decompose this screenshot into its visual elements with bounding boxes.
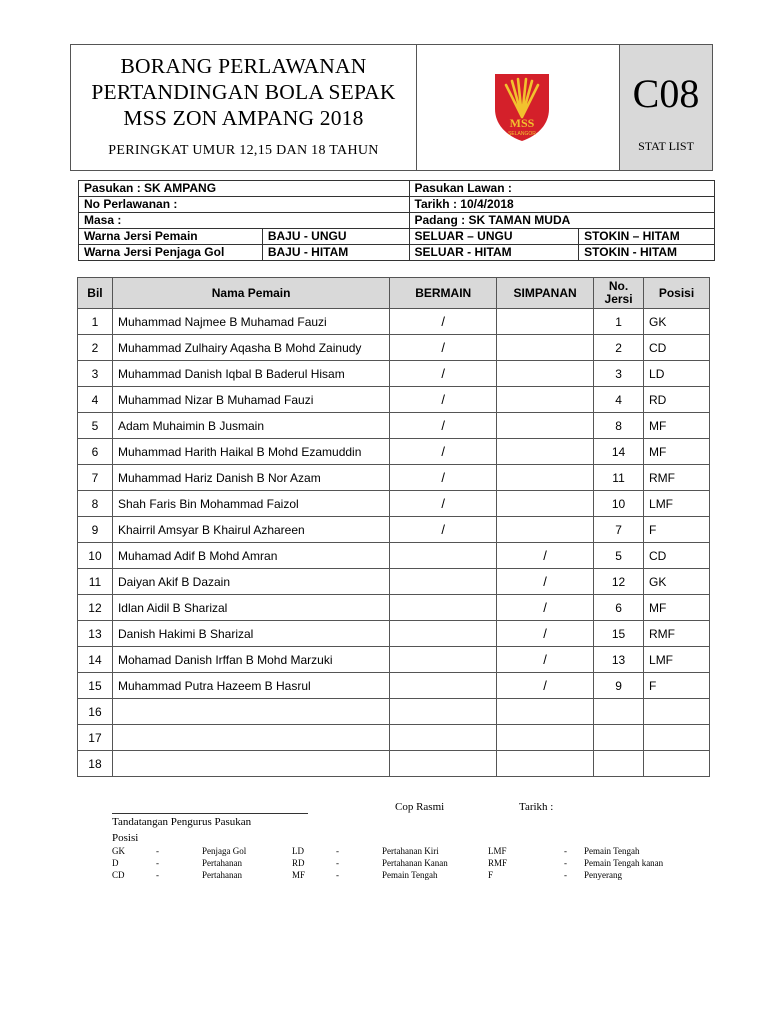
playing-mark[interactable]: /	[390, 465, 497, 491]
jersey-number[interactable]: 8	[594, 413, 644, 439]
position[interactable]: MF	[644, 439, 710, 465]
venue-field[interactable]: Padang : SK TAMAN MUDA	[409, 213, 715, 229]
legend-description: Pertahanan	[202, 870, 242, 880]
playing-mark[interactable]: /	[390, 413, 497, 439]
table-row	[78, 543, 710, 569]
row-number: 16	[78, 699, 113, 725]
position[interactable]: CD	[644, 335, 710, 361]
reserve-mark[interactable]: /	[497, 543, 594, 569]
position[interactable]: LMF	[644, 491, 710, 517]
jersey-number[interactable]	[594, 699, 644, 725]
position[interactable]: GK	[644, 309, 710, 335]
reserve-mark[interactable]: /	[497, 647, 594, 673]
position[interactable]: RMF	[644, 465, 710, 491]
playing-mark[interactable]	[390, 725, 497, 751]
row-number: 5	[78, 413, 113, 439]
reserve-mark[interactable]	[497, 699, 594, 725]
jersey-number[interactable]: 12	[594, 569, 644, 595]
row-number: 2	[78, 335, 113, 361]
reserve-mark[interactable]	[497, 387, 594, 413]
form-title-box	[70, 44, 417, 171]
legend-code: D	[112, 858, 119, 868]
form-title-line-2: PERTANDINGAN BOLA SEPAK	[91, 80, 396, 104]
row-number: 8	[78, 491, 113, 517]
header-simpanan: SIMPANAN	[497, 278, 594, 309]
table-row	[78, 335, 710, 361]
footer-date-label: Tarikh :	[519, 801, 554, 813]
playing-mark[interactable]	[390, 569, 497, 595]
jersey-number[interactable]: 15	[594, 621, 644, 647]
table-row	[78, 569, 710, 595]
jersey-number[interactable]: 13	[594, 647, 644, 673]
jersey-number[interactable]: 7	[594, 517, 644, 543]
row-number: 6	[78, 439, 113, 465]
legend-description: Penyerang	[584, 870, 622, 880]
position[interactable]	[644, 699, 710, 725]
legend-description: Pertahanan Kiri	[382, 846, 439, 856]
position[interactable]: LD	[644, 361, 710, 387]
row-number: 18	[78, 751, 113, 777]
playing-mark[interactable]: /	[390, 335, 497, 361]
keeper-jersey-shirt[interactable]: BAJU - HITAM	[262, 245, 409, 261]
info-row-time	[79, 213, 715, 229]
table-row	[78, 647, 710, 673]
jersey-number[interactable]: 9	[594, 673, 644, 699]
match-number-field[interactable]: No Perlawanan :	[79, 197, 410, 213]
jersey-number[interactable]: 6	[594, 595, 644, 621]
position[interactable]: RMF	[644, 621, 710, 647]
time-field[interactable]: Masa :	[79, 213, 410, 229]
legend-code: LMF	[488, 846, 507, 856]
reserve-mark[interactable]	[497, 517, 594, 543]
table-row	[78, 491, 710, 517]
logo-text: MSS	[509, 116, 535, 130]
legend-dash: -	[336, 846, 339, 856]
jersey-number[interactable]: 11	[594, 465, 644, 491]
player-name[interactable]	[112, 751, 389, 777]
legend-code: CD	[112, 870, 125, 880]
jersey-number[interactable]: 5	[594, 543, 644, 569]
table-row	[78, 699, 710, 725]
player-jersey-label: Warna Jersi Pemain	[79, 229, 263, 245]
jersey-number[interactable]: 3	[594, 361, 644, 387]
keeper-jersey-socks[interactable]: STOKIN - HITAM	[579, 245, 715, 261]
form-title-line-1: BORANG PERLAWANAN	[120, 54, 367, 78]
jersey-number[interactable]: 2	[594, 335, 644, 361]
player-name[interactable]: Daiyan Akif B Dazain	[112, 569, 389, 595]
player-rows	[78, 309, 710, 777]
legend-description: Pemain Tengah kanan	[584, 858, 664, 868]
player-table-header	[78, 278, 710, 309]
jersey-number[interactable]: 14	[594, 439, 644, 465]
legend-dash: -	[564, 858, 567, 868]
match-info-table	[78, 180, 715, 261]
legend-dash: -	[336, 870, 339, 880]
row-number: 11	[78, 569, 113, 595]
logo-subtext: SELANGOR	[508, 131, 536, 137]
header-posisi: Posisi	[644, 278, 710, 309]
playing-mark[interactable]: /	[390, 361, 497, 387]
playing-mark[interactable]: /	[390, 517, 497, 543]
player-name[interactable]: Shah Faris Bin Mohammad Faizol	[112, 491, 389, 517]
position[interactable]: GK	[644, 569, 710, 595]
legend-description: Pemain Tengah	[584, 846, 640, 856]
table-row	[78, 751, 710, 777]
team-field[interactable]: Pasukan : SK AMPANG	[79, 181, 410, 197]
table-row	[78, 673, 710, 699]
legend-code: F	[488, 870, 494, 880]
player-jersey-shorts[interactable]: SELUAR – UNGU	[409, 229, 579, 245]
position[interactable]: RD	[644, 387, 710, 413]
row-number: 15	[78, 673, 113, 699]
header-bermain: BERMAIN	[390, 278, 497, 309]
table-row	[78, 361, 710, 387]
mss-selangor-logo	[492, 71, 552, 143]
reserve-mark[interactable]	[497, 725, 594, 751]
playing-mark[interactable]: /	[390, 439, 497, 465]
reserve-mark[interactable]: /	[497, 569, 594, 595]
table-row	[78, 595, 710, 621]
date-field[interactable]: Tarikh : 10/4/2018	[409, 197, 715, 213]
form-title	[71, 53, 416, 131]
table-row	[78, 621, 710, 647]
playing-mark[interactable]	[390, 647, 497, 673]
row-number: 12	[78, 595, 113, 621]
row-number: 3	[78, 361, 113, 387]
signature-line[interactable]	[112, 813, 308, 814]
table-row	[78, 413, 710, 439]
playing-mark[interactable]	[390, 673, 497, 699]
form-title-line-3: MSS ZON AMPANG 2018	[123, 106, 364, 130]
form-code: C08	[632, 71, 700, 116]
reserve-mark[interactable]: /	[497, 673, 594, 699]
reserve-mark[interactable]	[497, 309, 594, 335]
info-row-match	[79, 197, 715, 213]
legend-dash: -	[336, 858, 339, 868]
table-row	[78, 517, 710, 543]
jersey-number[interactable]: 1	[594, 309, 644, 335]
reserve-mark[interactable]: /	[497, 621, 594, 647]
player-name[interactable]: Muhammad Harith Haikal B Mohd Ezamuddin	[112, 439, 389, 465]
player-name[interactable]: Muhammad Putra Hazeem B Hasrul	[112, 673, 389, 699]
position[interactable]: F	[644, 673, 710, 699]
player-name[interactable]: Muhamad Adif B Mohd Amran	[112, 543, 389, 569]
player-name[interactable]	[112, 699, 389, 725]
reserve-mark[interactable]	[497, 439, 594, 465]
legend-code: RMF	[488, 858, 508, 868]
legend-description: Pemain Tengah	[382, 870, 438, 880]
reserve-mark[interactable]	[497, 361, 594, 387]
position[interactable]	[644, 751, 710, 777]
legend-dash: -	[156, 846, 159, 856]
player-name[interactable]: Muhammad Nizar B Muhamad Fauzi	[112, 387, 389, 413]
player-name[interactable]: Mohamad Danish Irffan B Mohd Marzuki	[112, 647, 389, 673]
row-number: 13	[78, 621, 113, 647]
legend-dash: -	[564, 846, 567, 856]
player-name[interactable]: Muhammad Zulhairy Aqasha B Mohd Zainudy	[112, 335, 389, 361]
row-number: 10	[78, 543, 113, 569]
keeper-jersey-shorts[interactable]: SELUAR - HITAM	[409, 245, 579, 261]
reserve-mark[interactable]: /	[497, 595, 594, 621]
header-nama-pemain: Nama Pemain	[112, 278, 389, 309]
keeper-jersey-label: Warna Jersi Penjaga Gol	[79, 245, 263, 261]
player-name[interactable]: Danish Hakimi B Sharizal	[112, 621, 389, 647]
player-name[interactable]: Khairril Amsyar B Khairul Azhareen	[112, 517, 389, 543]
header-bil: Bil	[78, 278, 113, 309]
legend-code: GK	[112, 846, 125, 856]
playing-mark[interactable]	[390, 751, 497, 777]
jersey-number[interactable]: 4	[594, 387, 644, 413]
position[interactable]: MF	[644, 595, 710, 621]
form-code-label: STAT LIST	[638, 139, 694, 153]
playing-mark[interactable]	[390, 699, 497, 725]
logo-box	[416, 44, 620, 171]
row-number: 4	[78, 387, 113, 413]
form-code-box	[619, 44, 713, 171]
row-number: 7	[78, 465, 113, 491]
info-row-player-jersey	[79, 229, 715, 245]
row-number: 1	[78, 309, 113, 335]
playing-mark[interactable]	[390, 621, 497, 647]
legend-dash: -	[156, 870, 159, 880]
player-name[interactable]	[112, 725, 389, 751]
player-name[interactable]: Idlan Aidil B Sharizal	[112, 595, 389, 621]
legend-code: LD	[292, 846, 304, 856]
jersey-number[interactable]	[594, 725, 644, 751]
info-row-team	[79, 181, 715, 197]
legend-description: Pertahanan Kanan	[382, 858, 448, 868]
reserve-mark[interactable]	[497, 751, 594, 777]
player-list-table	[77, 277, 710, 777]
playing-mark[interactable]	[390, 543, 497, 569]
playing-mark[interactable]: /	[390, 387, 497, 413]
player-name[interactable]: Adam Muhaimin B Jusmain	[112, 413, 389, 439]
playing-mark[interactable]: /	[390, 491, 497, 517]
reserve-mark[interactable]	[497, 413, 594, 439]
table-row	[78, 387, 710, 413]
opponent-field[interactable]: Pasukan Lawan :	[409, 181, 715, 197]
row-number: 14	[78, 647, 113, 673]
row-number: 17	[78, 725, 113, 751]
player-jersey-socks[interactable]: STOKIN – HITAM	[579, 229, 715, 245]
table-row	[78, 465, 710, 491]
signature-label: Tandatangan Pengurus Pasukan	[112, 816, 252, 828]
table-row	[78, 439, 710, 465]
row-number: 9	[78, 517, 113, 543]
position[interactable]	[644, 725, 710, 751]
legend-code: MF	[292, 870, 306, 880]
legend-description: Penjaga Gol	[202, 846, 247, 856]
legend-code: RD	[292, 858, 305, 868]
official-stamp-label: Cop Rasmi	[395, 801, 445, 813]
position[interactable]: LMF	[644, 647, 710, 673]
table-row	[78, 725, 710, 751]
position[interactable]: CD	[644, 543, 710, 569]
position[interactable]: MF	[644, 413, 710, 439]
legend-description: Pertahanan	[202, 858, 242, 868]
reserve-mark[interactable]	[497, 491, 594, 517]
reserve-mark[interactable]	[497, 465, 594, 491]
player-name[interactable]: Muhammad Danish Iqbal B Baderul Hisam	[112, 361, 389, 387]
table-row	[78, 309, 710, 335]
playing-mark[interactable]	[390, 595, 497, 621]
player-name[interactable]: Muhammad Najmee B Muhamad Fauzi	[112, 309, 389, 335]
legend-dash: -	[564, 870, 567, 880]
legend-dash: -	[156, 858, 159, 868]
form-subtitle: PERINGKAT UMUR 12,15 DAN 18 TAHUN	[108, 143, 379, 158]
position-legend-heading: Posisi	[112, 832, 139, 844]
playing-mark[interactable]: /	[390, 309, 497, 335]
info-row-keeper-jersey	[79, 245, 715, 261]
reserve-mark[interactable]	[497, 335, 594, 361]
jersey-number[interactable]: 10	[594, 491, 644, 517]
player-name[interactable]: Muhammad Hariz Danish B Nor Azam	[112, 465, 389, 491]
header-no-jersi: No. Jersi	[594, 278, 644, 309]
position[interactable]: F	[644, 517, 710, 543]
jersey-number[interactable]	[594, 751, 644, 777]
player-jersey-shirt[interactable]: BAJU - UNGU	[262, 229, 409, 245]
